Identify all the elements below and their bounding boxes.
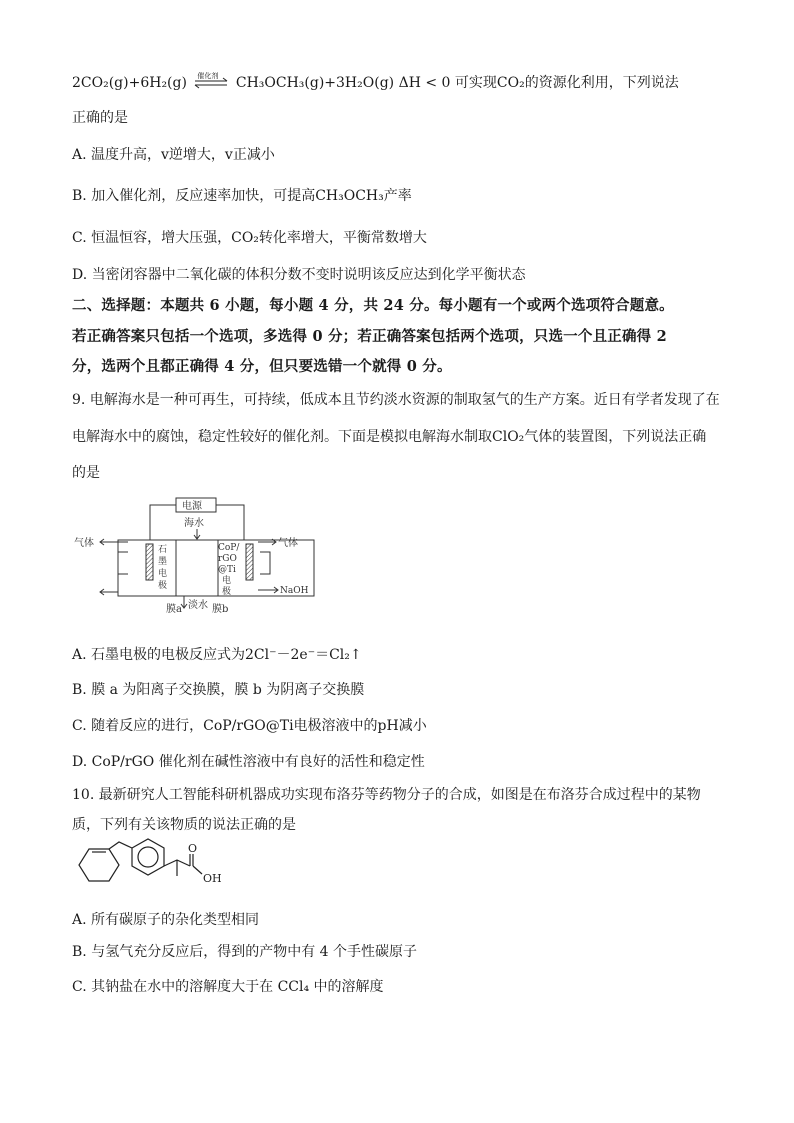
q9-option-d[interactable]: D. CoP/rGO 催化剂在碱性溶液中有良好的活性和稳定性 bbox=[72, 754, 425, 770]
electrolysis-apparatus-diagram bbox=[72, 494, 332, 614]
q8-option-a[interactable]: A. 温度升高，v逆增大，v正减小 bbox=[72, 147, 275, 163]
left-electrode-label-1: 石 bbox=[158, 545, 168, 555]
q10-stem-line2: 质，下列有关该物质的说法正确的是 bbox=[72, 817, 296, 833]
equilibrium-arrow bbox=[191, 73, 231, 93]
left-electrode-label-4: 极 bbox=[158, 581, 168, 591]
right-gas-label: 气体 bbox=[278, 538, 298, 549]
freshwater-label: 淡水 bbox=[188, 600, 208, 611]
q9-stem-line2: 电解海水中的腐蚀，稳定性较好的催化剂。下面是模拟电解海水制取ClO₂气体的装置图，下列说法正确 bbox=[72, 429, 707, 445]
left-electrode-label-2: 墨 bbox=[158, 557, 168, 567]
right-electrode-label-2: rGO bbox=[218, 554, 237, 564]
benzene-ring bbox=[132, 839, 164, 875]
cop-electrode bbox=[246, 544, 253, 580]
q10-option-c[interactable]: C. 其钠盐在水中的溶解度大于在 CCl₄ 中的溶解度 bbox=[72, 979, 384, 995]
methylene-bridge bbox=[109, 842, 132, 849]
section2-line2: 若正确答案只包括一个选项，多选得 0 分；若正确答案包括两个选项，只选一个且正确得 2 bbox=[72, 328, 667, 345]
membrane-a-label: 膜a bbox=[166, 604, 182, 614]
oxygen-atom-label: O bbox=[188, 842, 198, 855]
left-gas-label: 气体 bbox=[74, 538, 94, 549]
q8-option-b[interactable]: B. 加入催化剂，反应速率加快，可提高CH₃OCH₃产率 bbox=[72, 188, 412, 204]
left-electrode-label-3: 电 bbox=[158, 569, 168, 579]
hydroxyl-bond bbox=[193, 866, 202, 874]
left-wire bbox=[150, 505, 176, 540]
molecular-structure-diagram bbox=[72, 838, 272, 906]
q10-option-a[interactable]: A. 所有碳原子的杂化类型相同 bbox=[72, 912, 260, 928]
q8-option-c[interactable]: C. 恒温恒容，增大压强，CO₂转化率增大，平衡常数增大 bbox=[72, 230, 427, 246]
q8-equation bbox=[72, 73, 679, 93]
q9-stem-line1: 9. 电解海水是一种可再生，可持续，低成本且节约淡水资源的制取氢气的生产方案。近日有学者发现了在 bbox=[72, 392, 720, 408]
q8-option-d[interactable]: D. 当密闭容器中二氧化碳的体积分数不变时说明该反应达到化学平衡状态 bbox=[72, 267, 526, 283]
q9-option-c[interactable]: C. 随着反应的进行，CoP/rGO@Ti电极溶液中的pH减小 bbox=[72, 718, 427, 734]
q9-option-b[interactable]: B. 膜 a 为阳离子交换膜，膜 b 为阴离子交换膜 bbox=[72, 682, 365, 698]
right-electrode-label-4: 电 bbox=[222, 576, 232, 586]
q10-option-b[interactable]: B. 与氢气充分反应后，得到的产物中有 4 个手性碳原子 bbox=[72, 944, 417, 960]
equation-reactants: 2CO₂(g)+6H₂(g) bbox=[72, 75, 187, 91]
equation-products: CH₃OCH₃(g)+3H₂O(g) bbox=[235, 75, 395, 91]
equation-dh: ΔH < 0 bbox=[398, 75, 451, 91]
right-gas-tube bbox=[260, 552, 270, 574]
benzene-aromatic-circle bbox=[138, 847, 158, 867]
naoh-label: NaOH bbox=[280, 586, 309, 596]
membrane-b-label: 膜b bbox=[212, 604, 229, 614]
right-wire bbox=[216, 505, 244, 540]
equation-tail: 可实现CO₂的资源化利用，下列说法 bbox=[454, 75, 679, 91]
section2-line1: 二、选择题：本题共 6 小题，每小题 4 分，共 24 分。每小题有一个或两个选项符合题意。 bbox=[72, 297, 674, 314]
seawater-label: 海水 bbox=[184, 518, 204, 529]
graphite-electrode bbox=[146, 544, 153, 580]
q9-stem-line3: 的是 bbox=[72, 465, 100, 481]
arrow-catalyst-label: 催化剂 bbox=[197, 72, 219, 80]
hydroxyl-label: OH bbox=[203, 872, 222, 885]
right-electrode-label-1: CoP/ bbox=[218, 543, 240, 553]
right-electrode-label-3: @Ti bbox=[218, 565, 236, 575]
q10-stem-line1: 10. 最新研究人工智能科研机器成功实现布洛芬等药物分子的合成，如图是在布洛芬合成过程中的某物 bbox=[72, 787, 701, 803]
left-gas-tube bbox=[118, 552, 128, 574]
q9-option-a[interactable]: A. 石墨电极的电极反应式为2Cl⁻－2e⁻＝Cl₂↑ bbox=[72, 647, 362, 663]
right-electrode-label-5: 极 bbox=[222, 587, 232, 597]
q8-stem-cont: 正确的是 bbox=[72, 110, 128, 126]
section2-line3: 分，选两个且都正确得 4 分，但只要选错一个就得 0 分。 bbox=[72, 358, 452, 375]
cyclohexene-ring bbox=[79, 849, 119, 881]
power-supply-label: 电源 bbox=[182, 501, 202, 512]
